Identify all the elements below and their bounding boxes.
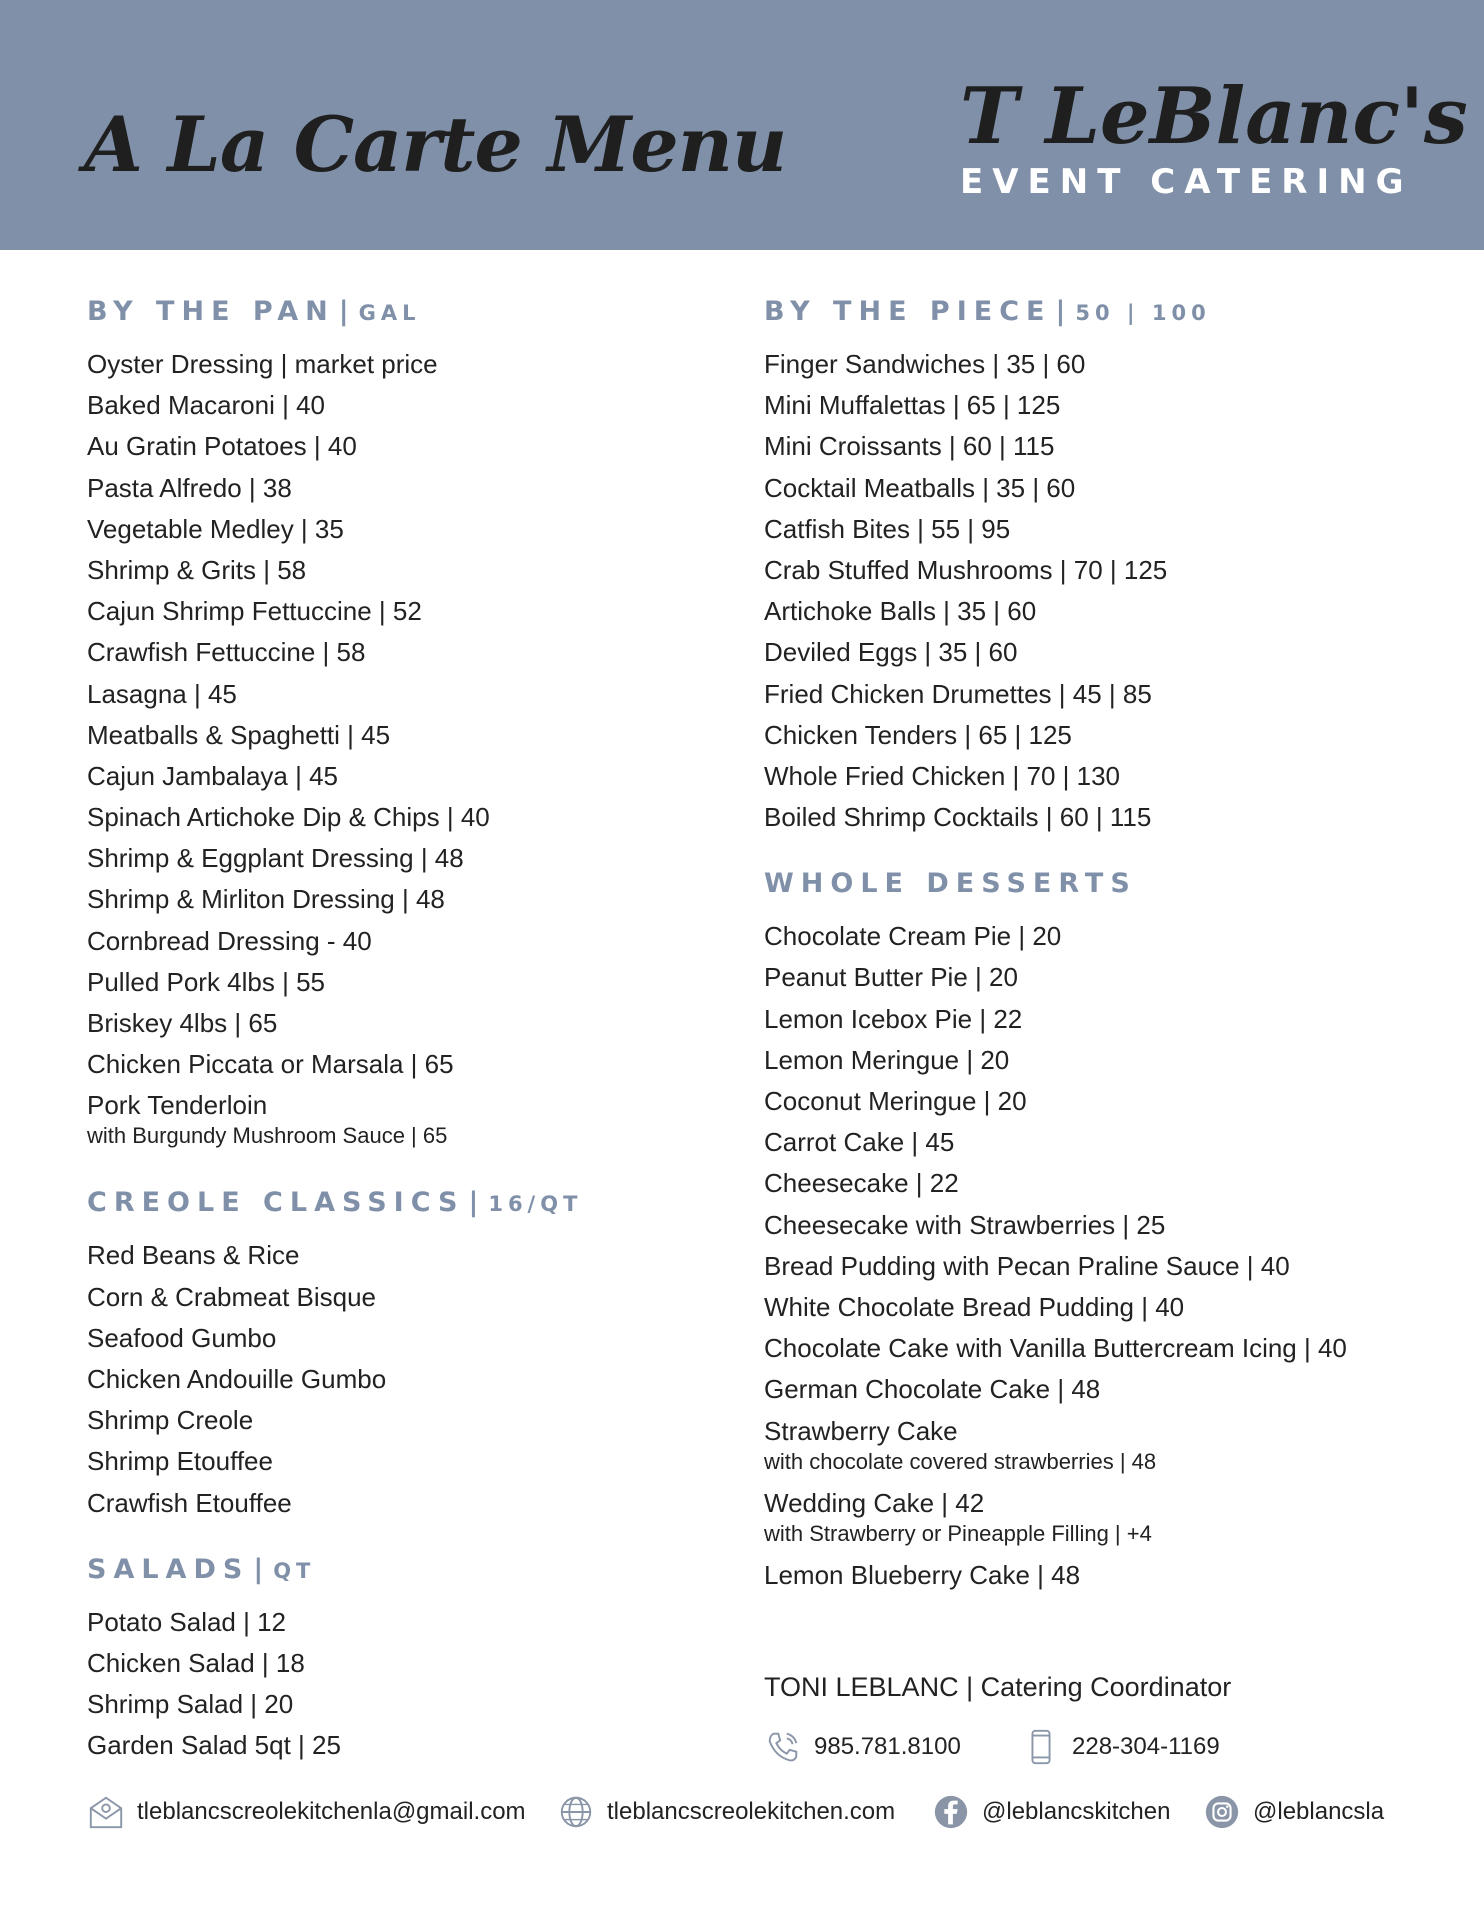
menu-item: Shrimp Creole: [87, 1405, 254, 1436]
menu-item: Baked Macaroni | 40: [87, 390, 325, 421]
menu-item: Vegetable Medley | 35: [87, 513, 344, 544]
phone-number[interactable]: 985.781.8100: [814, 1733, 961, 1760]
section-title: SALADS: [87, 1553, 250, 1585]
menu-item: Garden Salad 5qt | 25: [87, 1730, 341, 1761]
brand-logo: [960, 71, 1468, 202]
facebook-contact: [932, 1793, 1170, 1831]
coordinator-line: [764, 1672, 1231, 1703]
menu-item-detail: with Strawberry or Pineapple Filling | +4: [764, 1520, 1152, 1546]
menu-item: Coconut Meringue | 20: [764, 1086, 1027, 1116]
facebook-icon: [932, 1793, 970, 1831]
menu-title: A La Carte Menu: [84, 100, 787, 189]
menu-item: Meatballs & Spaghetti | 45: [87, 719, 391, 750]
menu-item: Shrimp & Mirliton Dressing | 48: [87, 884, 445, 915]
menu-item: Pulled Pork 4lbs | 55: [87, 966, 325, 997]
menu-item: Catfish Bites | 55 | 95: [764, 513, 1011, 544]
brand-name: T LeBlanc's: [960, 71, 1468, 162]
menu-item: Au Gratin Potatoes | 40: [87, 431, 357, 462]
menu-item: Chicken Tenders | 65 | 125: [764, 719, 1072, 750]
menu-item: Boiled Shrimp Cocktails | 60 | 115: [764, 802, 1152, 833]
menu-item: Chocolate Cake with Vanilla Buttercream Icing | 40: [764, 1333, 1347, 1364]
menu-item-name: Strawberry Cake: [764, 1415, 958, 1446]
menu-item: Chicken Piccata or Marsala | 65: [87, 1049, 454, 1080]
mobile-number[interactable]: 228-304-1169: [1072, 1733, 1220, 1760]
menu-item: Cocktail Meatballs | 35 | 60: [764, 472, 1076, 503]
left-column: [87, 292, 727, 1766]
menu-item: Artichoke Balls | 35 | 60: [764, 596, 1037, 627]
section-heading-salads: [87, 1550, 727, 1590]
right-column: [764, 292, 1444, 1596]
section-heading-creole-classics: [87, 1183, 727, 1223]
menu-item-name: Pork Tenderloin: [87, 1090, 268, 1121]
email-address[interactable]: tleblancscreolekitchenla@gmail.com: [137, 1798, 526, 1825]
section-heading-whole-desserts: [764, 864, 1444, 904]
coordinator-name: TONI LEBLANC: [764, 1672, 959, 1702]
menu-item: Finger Sandwiches | 35 | 60: [764, 349, 1086, 379]
section-separator: |: [1055, 296, 1066, 327]
menu-item: Seafood Gumbo: [87, 1322, 277, 1353]
menu-item: Mini Muffalettas | 65 | 125: [764, 390, 1061, 421]
menu-item: Bread Pudding with Pecan Praline Sauce | 40: [764, 1250, 1290, 1281]
menu-item: German Chocolate Cake | 48: [764, 1374, 1101, 1405]
by-the-piece-list: [764, 344, 1444, 838]
menu-item: Fried Chicken Drumettes | 45 | 85: [764, 678, 1152, 709]
phone-contact: [764, 1728, 961, 1766]
menu-item: Briskey 4lbs | 65: [87, 1008, 278, 1038]
menu-item-strawberry-cake: [764, 1411, 1444, 1477]
email-contact: [87, 1793, 526, 1831]
mobile-icon: [1022, 1728, 1060, 1766]
menu-item: Lasagna | 45: [87, 678, 237, 709]
menu-item-pork-tenderloin: [87, 1085, 727, 1151]
menu-item: Crab Stuffed Mushrooms | 70 | 125: [764, 554, 1168, 585]
menu-item: Shrimp Etouffee: [87, 1446, 273, 1477]
menu-item: Shrimp & Eggplant Dressing | 48: [87, 843, 464, 874]
website-url[interactable]: tleblancscreolekitchen.com: [607, 1798, 896, 1825]
menu-item-wedding-cake: [764, 1483, 1444, 1549]
section-title: WHOLE DESSERTS: [764, 868, 1137, 900]
section-unit: 16/QT: [488, 1192, 583, 1217]
mobile-contact: [1022, 1728, 1220, 1766]
coordinator-role: | Catering Coordinator: [958, 1672, 1232, 1702]
menu-item-name: Wedding Cake | 42: [764, 1487, 985, 1518]
menu-item: Deviled Eggs | 35 | 60: [764, 637, 1018, 668]
menu-item: Cajun Shrimp Fettuccine | 52: [87, 596, 422, 627]
menu-item: Corn & Crabmeat Bisque: [87, 1281, 377, 1312]
section-heading-by-the-piece: [764, 292, 1444, 332]
menu-item: Shrimp & Grits | 58: [87, 554, 307, 585]
menu-item: Mini Croissants | 60 | 115: [764, 431, 1055, 462]
email-icon: [87, 1793, 125, 1831]
section-separator: |: [253, 1553, 264, 1585]
menu-item: Cheesecake with Strawberries | 25: [764, 1209, 1166, 1240]
section-separator: |: [338, 296, 349, 327]
section-unit: QT: [273, 1558, 316, 1583]
menu-item: Chocolate Cream Pie | 20: [764, 921, 1062, 952]
section-unit: GAL: [358, 301, 421, 325]
website-contact: [557, 1793, 895, 1831]
menu-item: White Chocolate Bread Pudding | 40: [764, 1291, 1185, 1322]
phone-icon: [764, 1728, 802, 1766]
menu-item: Lemon Meringue | 20: [764, 1044, 1010, 1075]
creole-classics-list: [87, 1235, 727, 1523]
menu-item-detail: with Burgundy Mushroom Sauce | 65: [87, 1123, 448, 1149]
menu-item-detail: with chocolate covered strawberries | 48: [764, 1448, 1157, 1474]
menu-item: Shrimp Salad | 20: [87, 1689, 294, 1720]
menu-item: Spinach Artichoke Dip & Chips | 40: [87, 802, 490, 833]
section-unit: 50 | 100: [1075, 301, 1211, 325]
instagram-contact: [1203, 1793, 1384, 1831]
salads-list: [87, 1602, 727, 1767]
menu-item: Carrot Cake | 45: [764, 1127, 955, 1158]
by-the-pan-list: [87, 344, 727, 1151]
menu-item: Lemon Icebox Pie | 22: [764, 1003, 1023, 1034]
menu-item: Crawfish Etouffee: [87, 1487, 292, 1518]
menu-item: Lemon Blueberry Cake | 48: [764, 1559, 1081, 1590]
menu-item: Pasta Alfredo | 38: [87, 472, 292, 503]
section-title: BY THE PAN: [87, 296, 335, 327]
menu-item: Whole Fried Chicken | 70 | 130: [764, 760, 1121, 791]
section-title: BY THE PIECE: [764, 296, 1052, 327]
instagram-icon: [1203, 1793, 1241, 1831]
menu-item: Cheesecake | 22: [764, 1168, 959, 1199]
brand-tagline: EVENT CATERING: [960, 162, 1413, 202]
menu-item: Cornbread Dressing - 40: [87, 925, 372, 956]
section-title: CREOLE CLASSICS: [87, 1187, 465, 1219]
menu-item: Chicken Andouille Gumbo: [87, 1363, 387, 1394]
section-separator: |: [468, 1187, 479, 1219]
whole-desserts-list: [764, 916, 1444, 1595]
menu-item: Chicken Salad | 18: [87, 1647, 305, 1678]
header-banner: [0, 0, 1484, 250]
menu-item: Cajun Jambalaya | 45: [87, 760, 339, 791]
menu-item: Red Beans & Rice: [87, 1240, 300, 1271]
menu-item: Peanut Butter Pie | 20: [764, 962, 1018, 993]
facebook-handle[interactable]: @leblancskitchen: [982, 1798, 1171, 1825]
section-heading-by-the-pan: [87, 292, 727, 332]
instagram-handle[interactable]: @leblancsla: [1253, 1798, 1385, 1825]
menu-item: Oyster Dressing | market price: [87, 349, 438, 379]
globe-icon: [557, 1793, 595, 1831]
menu-item: Potato Salad | 12: [87, 1606, 287, 1637]
menu-item: Crawfish Fettuccine | 58: [87, 637, 366, 668]
